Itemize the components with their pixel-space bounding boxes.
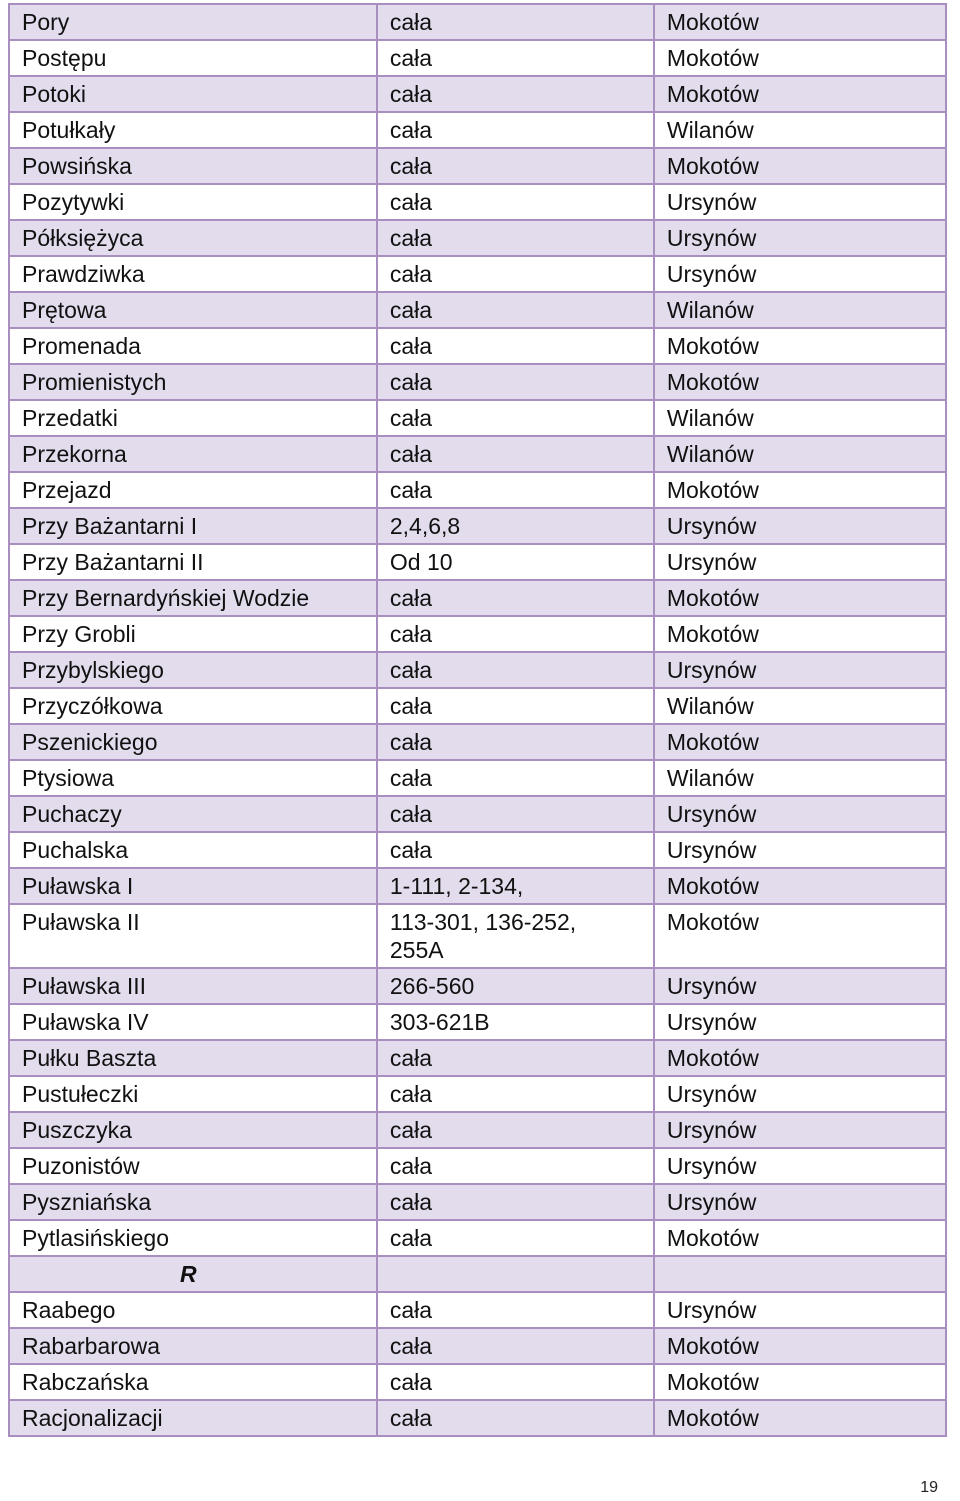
table-row: [9, 1400, 946, 1436]
street-name-cell: Puławska I: [9, 868, 377, 904]
table-row: [9, 4, 946, 40]
scope-cell: 113-301, 136-252, 255A: [377, 904, 654, 968]
district-cell: Mokotów: [654, 868, 946, 904]
scope-cell: cała: [377, 76, 654, 112]
street-name-cell: Rabarbarowa: [9, 1328, 377, 1364]
scope-cell: cała: [377, 1400, 654, 1436]
district-cell: Wilanów: [654, 292, 946, 328]
district-cell: Mokotów: [654, 364, 946, 400]
table-row: [9, 688, 946, 724]
table-row: [9, 580, 946, 616]
scope-cell: cała: [377, 1364, 654, 1400]
street-name-cell: Przybylskiego: [9, 652, 377, 688]
table-row: [9, 400, 946, 436]
scope-cell: cała: [377, 1040, 654, 1076]
street-name-cell: Puszczyka: [9, 1112, 377, 1148]
district-cell: Mokotów: [654, 4, 946, 40]
scope-cell: cała: [377, 1184, 654, 1220]
table-row: [9, 148, 946, 184]
table-row: [9, 328, 946, 364]
scope-cell: cała: [377, 832, 654, 868]
table-row: [9, 40, 946, 76]
street-name-cell: Przy Bażantarni II: [9, 544, 377, 580]
table-row: [9, 1364, 946, 1400]
table-row: [9, 1328, 946, 1364]
scope-cell: cała: [377, 472, 654, 508]
table-row: [9, 112, 946, 148]
district-cell: Ursynów: [654, 256, 946, 292]
scope-cell: cała: [377, 436, 654, 472]
district-cell: Mokotów: [654, 76, 946, 112]
table-row: [9, 184, 946, 220]
street-name-cell: Puchalska: [9, 832, 377, 868]
table-row: [9, 1148, 946, 1184]
street-name-cell: Rabczańska: [9, 1364, 377, 1400]
scope-cell: cała: [377, 724, 654, 760]
street-name-cell: Pozytywki: [9, 184, 377, 220]
street-name-cell: Potoki: [9, 76, 377, 112]
scope-cell: cała: [377, 148, 654, 184]
table-row: [9, 832, 946, 868]
district-cell: Mokotów: [654, 148, 946, 184]
section-letter: R: [9, 1256, 377, 1292]
scope-cell: Od 10: [377, 544, 654, 580]
page-number: 19: [920, 1479, 938, 1496]
table-row: [9, 968, 946, 1004]
scope-cell: 2,4,6,8: [377, 508, 654, 544]
district-cell: Ursynów: [654, 652, 946, 688]
table-row: [9, 508, 946, 544]
district-cell: Mokotów: [654, 1328, 946, 1364]
street-name-cell: Pory: [9, 4, 377, 40]
district-cell: Ursynów: [654, 1148, 946, 1184]
table-row: [9, 904, 946, 968]
district-cell: Ursynów: [654, 1184, 946, 1220]
scope-cell: cała: [377, 328, 654, 364]
district-cell: Wilanów: [654, 436, 946, 472]
district-cell: Wilanów: [654, 760, 946, 796]
district-cell: Mokotów: [654, 40, 946, 76]
scope-cell: cała: [377, 652, 654, 688]
table-row: [9, 652, 946, 688]
district-cell: Ursynów: [654, 544, 946, 580]
table-row: [9, 544, 946, 580]
street-name-cell: Pytlasińskiego: [9, 1220, 377, 1256]
district-cell: Mokotów: [654, 580, 946, 616]
street-name-cell: Pułku Baszta: [9, 1040, 377, 1076]
district-cell: Ursynów: [654, 508, 946, 544]
street-name-cell: Puławska IV: [9, 1004, 377, 1040]
district-cell: Wilanów: [654, 688, 946, 724]
street-name-cell: Przekorna: [9, 436, 377, 472]
district-cell: Mokotów: [654, 904, 946, 968]
street-name-cell: Racjonalizacji: [9, 1400, 377, 1436]
street-name-cell: Powsińska: [9, 148, 377, 184]
table-row: [9, 1004, 946, 1040]
district-cell: Ursynów: [654, 1004, 946, 1040]
table-row: [9, 616, 946, 652]
scope-cell: 266-560: [377, 968, 654, 1004]
street-name-cell: Pyszniańska: [9, 1184, 377, 1220]
street-name-cell: Przy Bażantarni I: [9, 508, 377, 544]
table-row: [9, 292, 946, 328]
scope-cell: cała: [377, 688, 654, 724]
street-name-cell: Pszenickiego: [9, 724, 377, 760]
table-row: [9, 760, 946, 796]
streets-table-body: [9, 4, 946, 1436]
street-name-cell: Półksiężyca: [9, 220, 377, 256]
streets-table: [8, 3, 947, 1437]
scope-cell: cała: [377, 580, 654, 616]
street-name-cell: Przy Bernardyńskiej Wodzie: [9, 580, 377, 616]
scope-cell: 303-621B: [377, 1004, 654, 1040]
scope-cell: cała: [377, 40, 654, 76]
district-cell: Mokotów: [654, 724, 946, 760]
district-cell: Ursynów: [654, 220, 946, 256]
table-row: [9, 364, 946, 400]
district-cell: Ursynów: [654, 832, 946, 868]
scope-cell: cała: [377, 616, 654, 652]
street-name-cell: Prętowa: [9, 292, 377, 328]
street-name-cell: Promienistych: [9, 364, 377, 400]
street-name-cell: Puławska II: [9, 904, 377, 968]
district-cell: Ursynów: [654, 796, 946, 832]
scope-cell: cała: [377, 112, 654, 148]
street-name-cell: Puławska III: [9, 968, 377, 1004]
scope-cell: cała: [377, 184, 654, 220]
district-cell: Ursynów: [654, 1076, 946, 1112]
district-cell: Ursynów: [654, 1112, 946, 1148]
district-cell: Mokotów: [654, 1364, 946, 1400]
scope-cell: cała: [377, 4, 654, 40]
scope-cell: cała: [377, 400, 654, 436]
street-name-cell: Puchaczy: [9, 796, 377, 832]
street-name-cell: Postępu: [9, 40, 377, 76]
district-cell: Mokotów: [654, 1040, 946, 1076]
table-row: [9, 868, 946, 904]
district-cell: Mokotów: [654, 616, 946, 652]
scope-cell: cała: [377, 796, 654, 832]
district-cell: Wilanów: [654, 400, 946, 436]
scope-cell: cała: [377, 1076, 654, 1112]
scope-cell: cała: [377, 1220, 654, 1256]
district-cell: Mokotów: [654, 1220, 946, 1256]
street-name-cell: Przy Grobli: [9, 616, 377, 652]
scope-cell: cała: [377, 760, 654, 796]
table-row: [9, 796, 946, 832]
table-row: [9, 1112, 946, 1148]
scope-cell: cała: [377, 1112, 654, 1148]
scope-cell: cała: [377, 292, 654, 328]
table-row: [9, 1292, 946, 1328]
district-cell: [654, 1256, 946, 1292]
street-name-cell: Prawdziwka: [9, 256, 377, 292]
street-name-cell: Puzonistów: [9, 1148, 377, 1184]
scope-cell: cała: [377, 1328, 654, 1364]
district-cell: Mokotów: [654, 1400, 946, 1436]
district-cell: Mokotów: [654, 472, 946, 508]
street-name-cell: Przyczółkowa: [9, 688, 377, 724]
table-row: [9, 1220, 946, 1256]
scope-cell: cała: [377, 220, 654, 256]
table-row: [9, 220, 946, 256]
scope-cell: 1-111, 2-134,: [377, 868, 654, 904]
street-name-cell: Ptysiowa: [9, 760, 377, 796]
district-cell: Wilanów: [654, 112, 946, 148]
street-name-cell: Promenada: [9, 328, 377, 364]
street-name-cell: Pustułeczki: [9, 1076, 377, 1112]
scope-cell: cała: [377, 1292, 654, 1328]
street-name-cell: Przejazd: [9, 472, 377, 508]
table-row: [9, 1040, 946, 1076]
district-cell: Ursynów: [654, 1292, 946, 1328]
table-row: [9, 436, 946, 472]
street-name-cell: Przedatki: [9, 400, 377, 436]
street-name-cell: Potułkały: [9, 112, 377, 148]
section-letter-row: [9, 1256, 946, 1292]
scope-cell: cała: [377, 256, 654, 292]
table-row: [9, 76, 946, 112]
district-cell: Mokotów: [654, 328, 946, 364]
table-row: [9, 256, 946, 292]
table-row: [9, 1184, 946, 1220]
scope-cell: [377, 1256, 654, 1292]
district-cell: Ursynów: [654, 968, 946, 1004]
table-row: [9, 472, 946, 508]
scope-cell: cała: [377, 364, 654, 400]
table-row: [9, 1076, 946, 1112]
district-cell: Ursynów: [654, 184, 946, 220]
scope-cell: cała: [377, 1148, 654, 1184]
street-name-cell: Raabego: [9, 1292, 377, 1328]
table-row: [9, 724, 946, 760]
